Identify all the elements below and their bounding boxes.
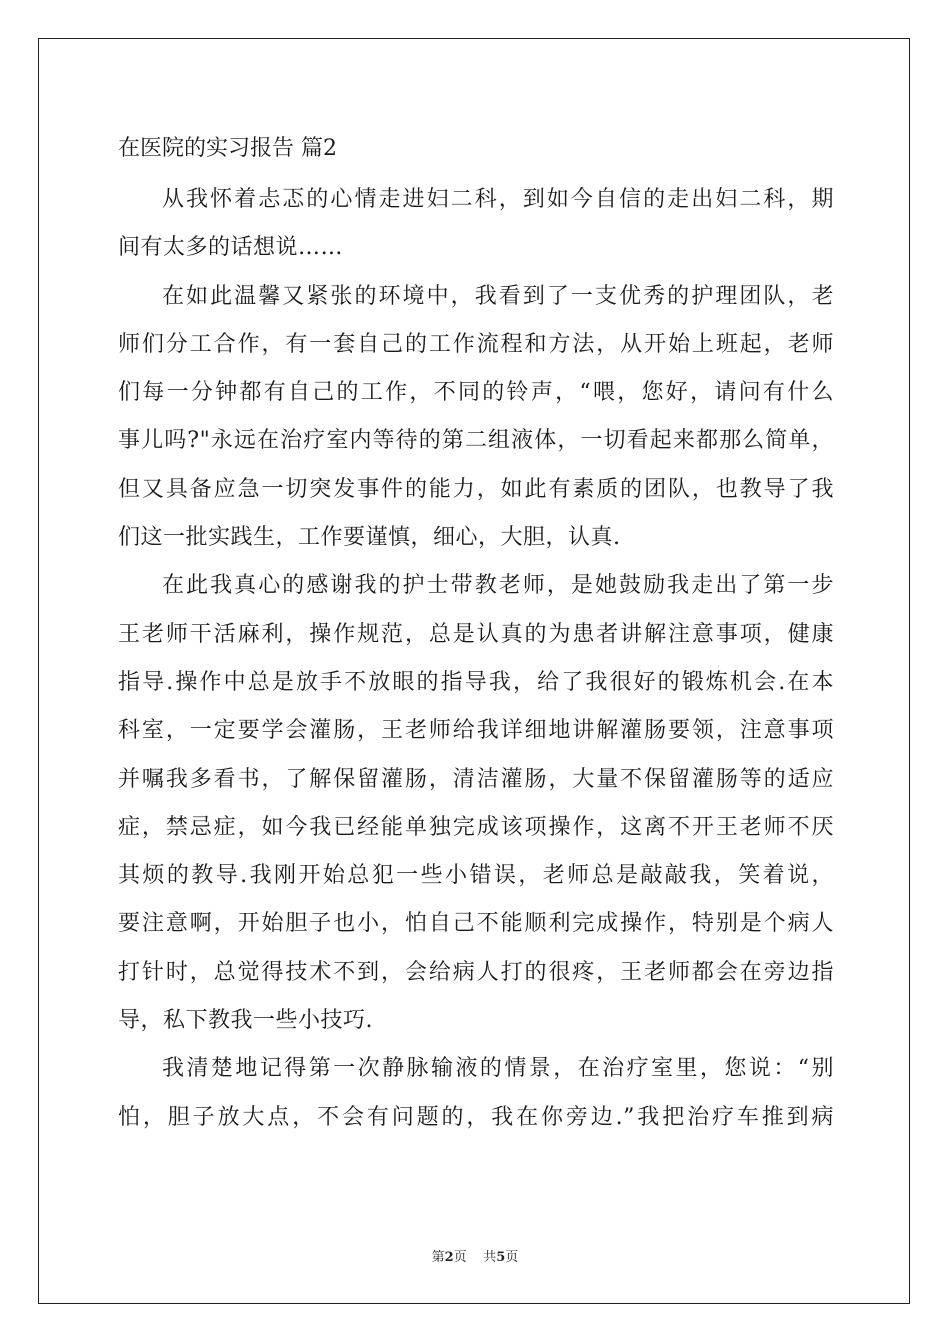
document-body <box>118 122 834 1142</box>
paragraph <box>118 1045 834 1142</box>
text-line: 在此我真心的感谢我的护士带教老师，是她鼓励我走出了第一步 <box>162 573 834 599</box>
text-line: 在如此温馨又紧张的环境中，我看到了一支优秀的护理团队，老 <box>162 283 834 309</box>
page-label-suffix: 页 <box>453 1250 467 1265</box>
page-footer <box>0 1246 950 1265</box>
text-line: 我清楚地记得第一次静脉输液的情景，在治疗室里，您说：“别 <box>162 1056 834 1082</box>
document-title: 在医院的实习报告 篇2 <box>118 136 337 161</box>
text-line: 们这一批实践生，工作要谨慎，细心，大胆，认真. <box>118 525 621 551</box>
text-line: 事儿吗?"永远在治疗室内等待的第二组液体，一切看起来都那么简单， <box>118 428 834 454</box>
paragraph <box>118 562 834 1045</box>
text-line: 要注意啊，开始胆子也小，怕自己不能顺利完成操作，特别是个病人 <box>118 911 834 937</box>
paragraph <box>118 176 834 273</box>
text-line: 但又具备应急一切突发事件的能力，如此有素质的团队，也教导了我 <box>118 476 834 502</box>
page-number: 2 <box>444 1250 454 1265</box>
total-pages: 5 <box>496 1250 506 1265</box>
text-line: 怕，胆子放大点，不会有问题的，我在你旁边.”我把治疗车推到病 <box>118 1104 834 1130</box>
text-line: 间有太多的话想说…… <box>118 235 344 261</box>
total-label-suffix: 页 <box>505 1250 519 1265</box>
text-line: 师们分工合作，有一套自己的工作流程和方法，从开始上班起，老师 <box>118 331 834 357</box>
text-line: 科室，一定要学会灌肠，王老师给我详细地讲解灌肠要领，注意事项 <box>118 718 834 744</box>
text-line: 王老师干活麻利，操作规范，总是认真的为患者讲解注意事项，健康 <box>118 621 834 647</box>
text-line: 从我怀着忐忑的心情走进妇二科，到如今自信的走出妇二科，期 <box>162 187 834 212</box>
text-line: 并嘱我多看书，了解保留灌肠，清洁灌肠，大量不保留灌肠等的适应 <box>118 766 834 792</box>
text-line: 指导.操作中总是放手不放眼的指导我，给了我很好的锻炼机会.在本 <box>118 669 834 695</box>
text-line: 们每一分钟都有自己的工作，不同的铃声，“喂，您好，请问有什么 <box>118 380 834 406</box>
text-line: 其烦的教导.我刚开始总犯一些小错误，老师总是敲敲我，笑着说， <box>118 863 834 889</box>
text-line: 症，禁忌症，如今我已经能单独完成该项操作，这离不开王老师不厌 <box>118 814 834 840</box>
total-label-prefix: 共 <box>483 1250 497 1265</box>
text-line: 导，私下教我一些小技巧. <box>118 1008 373 1034</box>
paragraph <box>118 273 834 563</box>
page-label-prefix: 第 <box>431 1250 445 1265</box>
text-line: 打针时，总觉得技术不到，会给病人打的很疼，王老师都会在旁边指 <box>118 959 834 985</box>
